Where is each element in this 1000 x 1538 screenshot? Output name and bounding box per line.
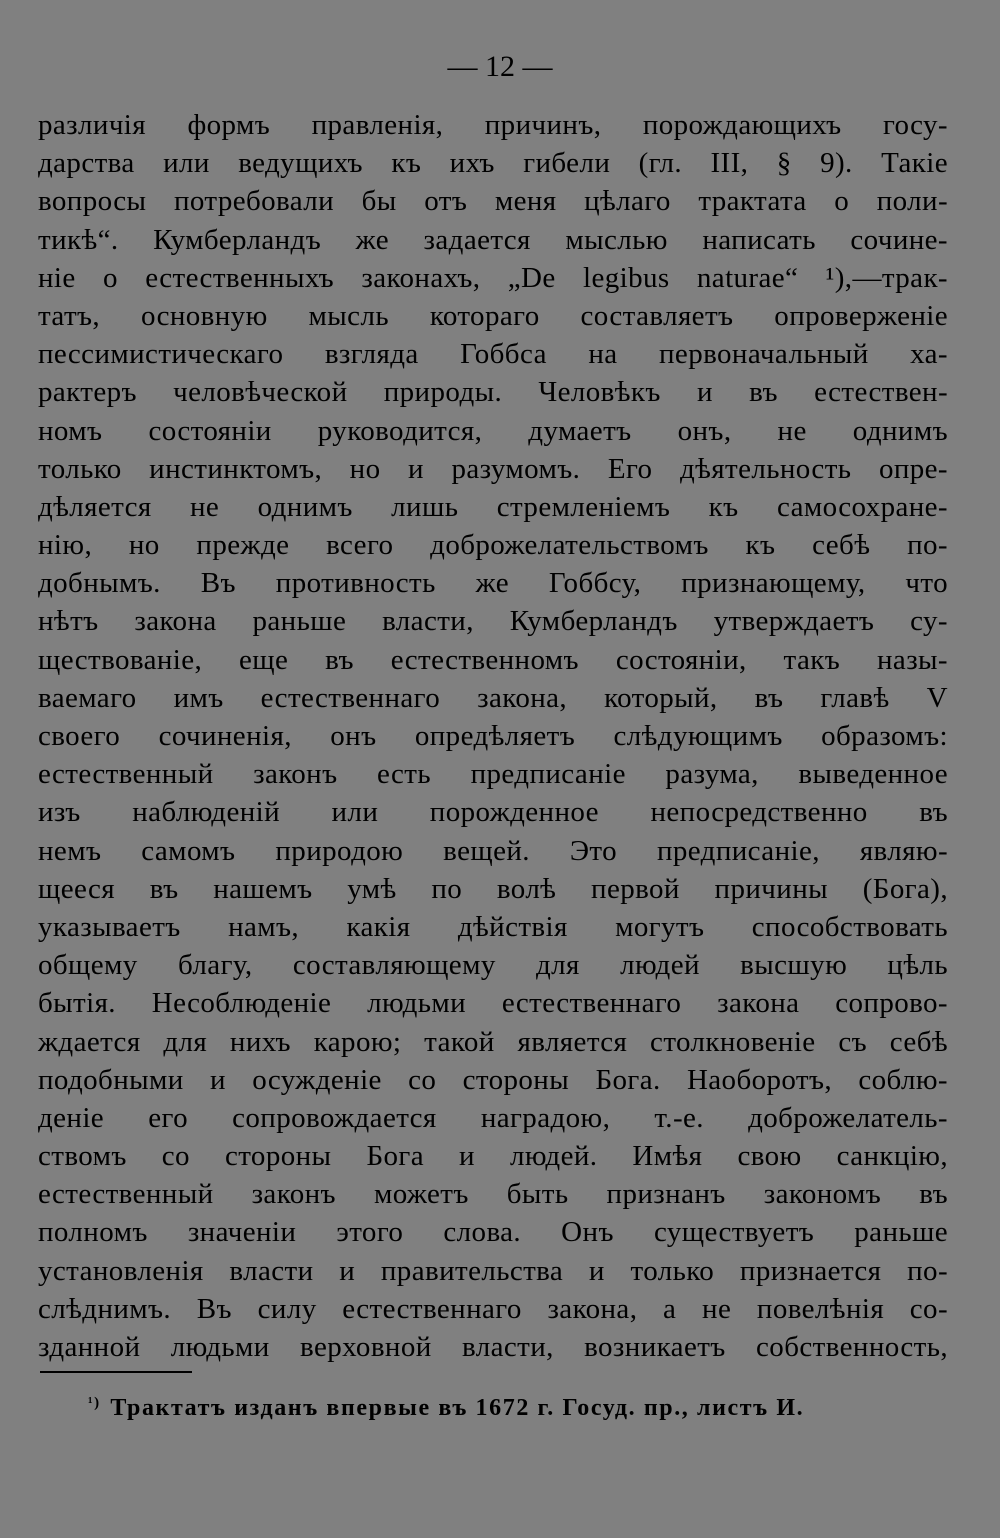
text-line: дѣляется не однимъ лишь стремленіемъ къ самосохране- [38,490,948,523]
text-line: дарства или ведущихъ къ ихъ гибели (гл. III, § 9). Такіе [38,147,948,180]
text-line: татъ, основную мысль котораго составляетъ опроверженіе [38,299,948,332]
text-line: немъ самомъ природою вещей. Это предписаніе, являю- [38,834,948,867]
text-line: бытія. Несоблюденіе людьми естественнаго закона сопрово- [38,987,948,1020]
text-line: установленія власти и правительства и только признается по- [38,1254,948,1287]
text-line: указываетъ намъ, какія дѣйствія могутъ способствовать [38,910,948,943]
page-number: — 12 — [447,50,553,83]
text-line: нѣтъ закона раньше власти, Кумберландъ утверждаетъ су- [38,605,948,638]
text-line: изъ наблюденій или порожденное непосредственно въ [38,796,948,829]
footnote-marker: ¹) [88,1395,101,1411]
body-text [38,106,948,1366]
footnote [88,1386,948,1425]
text-line: ствомъ со стороны Бога и людей. Имѣя свою санкцію, [38,1140,948,1173]
text-line: номъ состояніи руководится, думаетъ онъ, не однимъ [38,414,948,447]
text-line: естественный законъ можетъ быть признанъ закономъ въ [38,1178,948,1211]
footnote-text: Трактатъ изданъ впервые въ 1672 г. Госуд. пр., листъ И. [110,1395,805,1421]
text-line: зданной людьми верховной власти, возникаетъ собственность, [38,1331,948,1363]
text-line: нію, но прежде всего доброжелательствомъ къ себѣ по- [38,529,948,562]
text-line: деніе его сопровождается наградою, т.-е. доброжелатель- [38,1101,948,1134]
text-line: слѣднимъ. Въ силу естественнаго закона, а не повелѣнія со- [38,1292,948,1325]
text-line: ждается для нихъ карою; такой является столкновеніе съ себѣ [38,1025,948,1058]
text-line: добнымъ. Въ противность же Гоббсу, признающему, что [38,567,948,600]
text-line: подобными и осужденіе со стороны Бога. Наоборотъ, соблю- [38,1063,948,1096]
text-line: только инстинктомъ, но и разумомъ. Его дѣятельность опре- [38,452,948,485]
text-line: ваемаго имъ естественнаго закона, который, въ главѣ V [38,681,948,714]
text-line: тикѣ“. Кумберландъ же задается мыслью написать сочине- [38,223,948,256]
text-line: полномъ значеніи этого слова. Онъ существуетъ раньше [38,1216,948,1249]
text-line: щееся въ нашемъ умѣ по волѣ первой причины (Бога), [38,872,948,905]
text-line: различія формъ правленія, причинъ, порождающихъ госу- [38,109,948,141]
text-line: пессимистическаго взгляда Гоббса на первоначальный ха- [38,338,948,371]
footnote-divider [40,1371,192,1373]
text-line: ніе о естественныхъ законахъ, „De legibus naturae“ ¹),—трак- [38,261,948,294]
text-line: общему благу, составляющему для людей высшую цѣль [38,949,948,982]
text-line: своего сочиненія, онъ опредѣляетъ слѣдующимъ образомъ: [38,720,948,752]
text-line: рактеръ человѣческой природы. Человѣкъ и въ естествен- [38,376,948,409]
text-line: естественный законъ есть предписаніе разума, выведенное [38,758,948,791]
text-line: вопросы потребовали бы отъ меня цѣлаго трактата о поли- [38,185,948,218]
text-line: ществованіе, еще въ естественномъ состояніи, такъ назы- [38,643,948,676]
